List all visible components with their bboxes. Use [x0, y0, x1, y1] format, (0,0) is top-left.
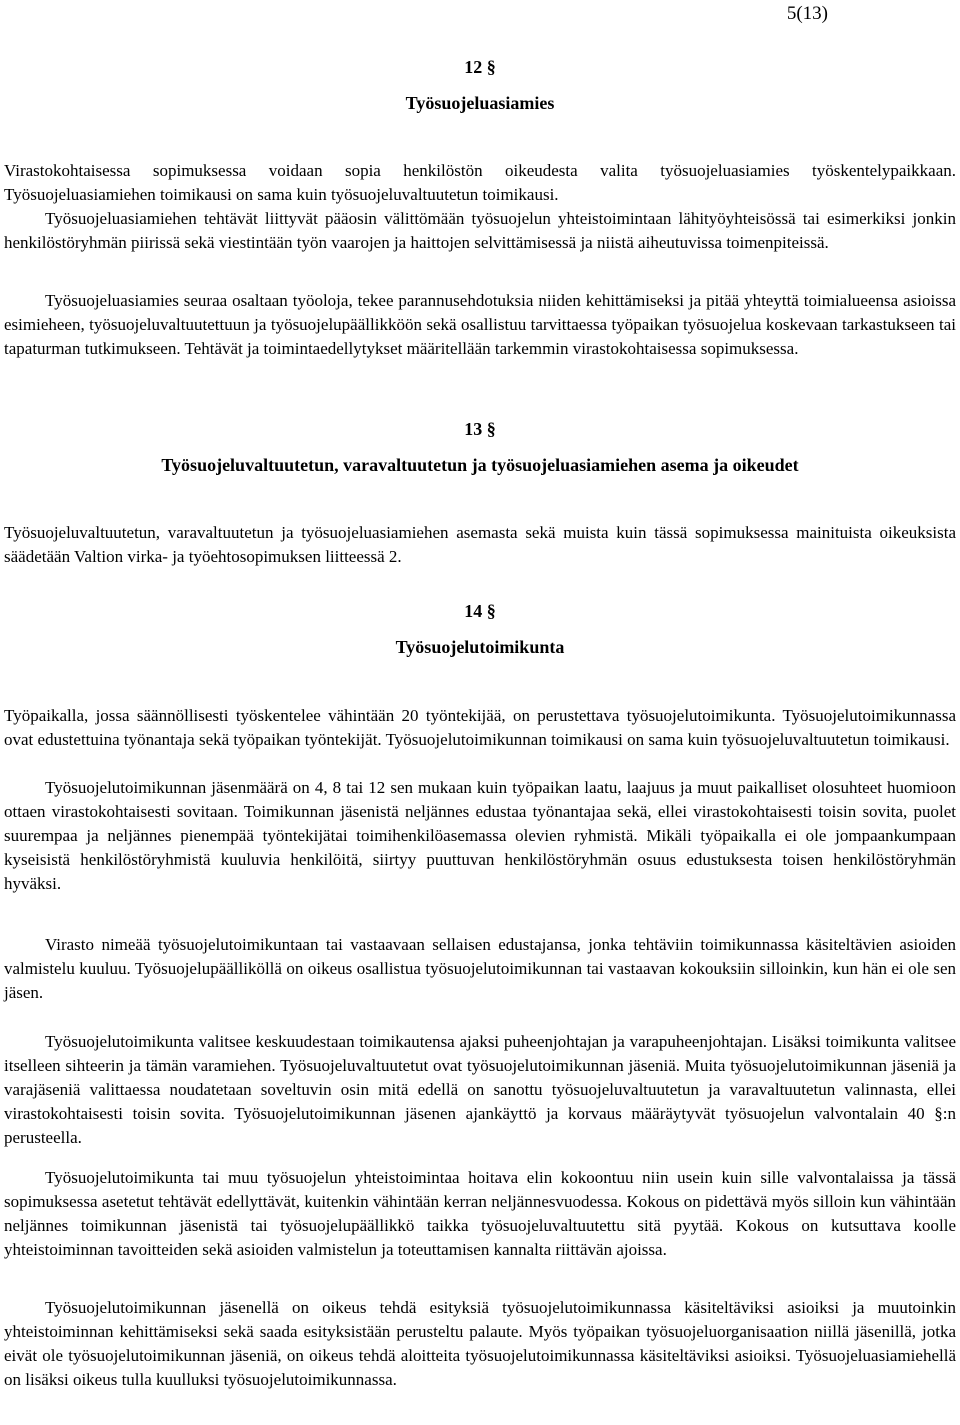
- section-12-heading: [0, 56, 960, 114]
- section-number: 13 §: [464, 419, 496, 439]
- paragraph: Työsuojelutoimikunta valitsee keskuudestaan toimikautensa ajaksi puheenjohtajan ja varapuheenjohtajan. Lisäksi toimikunta valitsee itselleen sihteerin ja tämän varamiehen. Työsuojeluvaltuutetut ovat työsuojelutoimikunnan jäseniä. Muita työsuojelutoimikunnan jäseniä ja varajäseniä valittaessa noudatetaan soveltuvin osin mitä edellä on sanottu työsuojeluvaltuutetun ja varavaltuutetun valinnasta, ellei virastokohtaisesti toisin sovita. Työsuojelutoimikunnan jäsenen ajankäyttö ja korvaus määräytyvät työsuojelun valvontalain 40 §:n perusteella.: [4, 1032, 956, 1148]
- paragraph: Työsuojelutoimikunnan jäsenmäärä on 4, 8 tai 12 sen mukaan kuin työpaikan laatu, laajuus ja muut paikalliset olosuhteet huomioon ottaen virastokohtaisesti sovitaan. Toimikunnan jäsenistä neljännes edustaa työnantajaa sekä, ellei virastokohtaisesti toisin sovita, puolet suurempaa ja neljännes pienempää työntekijätai toimihenkilöasemassa olevien ryhmistä. Mikäli työpaikalla ei ole jompaankumpaan kyseisistä henkilöstöryhmistä kuuluvia henkilöitä, siirtyy puuttuvan henkilöstöryhmän osuus edustuksesta toisen henkilöstöryhmän hyväksi.: [4, 778, 956, 894]
- paragraph: Työsuojelutoimikunta tai muu työsuojelun yhteistoimintaa hoitava elin kokoontuu niin usein kuin sille valvontalaissa ja tässä sopimuksessa asetetut tehtävät edellyttävät, kuitenkin vähintään kerran neljännesvuodessa. Kokous on pidettävä myös silloin kun vähintään neljännes toimikunnan jäsenistä tai työsuojelupäällikkö taikka työsuojeluvaltuutettu sitä pyytää. Kokous on kutsuttava koolle yhteistoiminnan tavoitteiden sekä asioiden valmistelun ja toteuttamisen kannalta riittävän ajoissa.: [4, 1168, 956, 1260]
- section-number: 14 §: [464, 601, 496, 621]
- paragraph: Työsuojeluvaltuutetun, varavaltuutetun ja työsuojeluasiamiehen asemasta sekä muista kuin tässä sopimuksessa mainituista oikeuksista säädetään Valtion virka- ja työehtosopimuksen liitteessä 2.: [4, 523, 956, 567]
- paragraph: Työsuojeluasiamiehen tehtävät liittyvät pääosin välittömään työsuojelun yhteistoimintaan lähityöyhteisössä tai esimerkiksi jonkin henkilöstöryhmän piirissä sekä viestintään työn vaarojen ja haittojen selvittämisessä ja niistä aiheutuvissa toimenpiteissä.: [4, 209, 956, 253]
- section-title: Työsuojeluvaltuutetun, varavaltuutetun ja työsuojeluasiamiehen asema ja oikeudet: [161, 455, 799, 475]
- paragraph: Virastokohtaisessa sopimuksessa voidaan sopia henkilöstön oikeudesta valita työsuojeluasiamies työskentelypaikkaan. Työsuojeluasiamiehen toimikausi on sama kuin työsuojeluvaltuutetun toimikausi.: [4, 161, 956, 205]
- section-14-heading: [0, 600, 960, 658]
- paragraph: Virasto nimeää työsuojelutoimikuntaan tai vastaavaan sellaisen edustajansa, jonka tehtäviin toimikunnassa käsiteltävien asioiden valmistelu kuuluu. Työsuojelupäälliköllä on oikeus osallistua työsuojelutoimikunnan tai vastaavan kokouksiin silloinkin, kun hän ei ole sen jäsen.: [4, 935, 956, 1003]
- paragraph: Työsuojeluasiamies seuraa osaltaan työoloja, tekee parannusehdotuksia niiden kehittämiseksi ja pitää yhteyttä toimialueensa asioissa esimieheen, työsuojeluvaltuutettuun ja työsuojelupäällikköön sekä osallistuu tarvittaessa työpaikan työsuojelua koskevaan tarkastukseen tai tapaturman tutkimukseen. Tehtävät ja toimintaedellytykset määritellään tarkemmin virastokohtaisessa sopimuksessa.: [4, 291, 956, 359]
- section-title: Työsuojelutoimikunta: [395, 637, 565, 657]
- page-number: 5(13): [786, 3, 828, 24]
- paragraph: Työpaikalla, jossa säännöllisesti työskentelee vähintään 20 työntekijää, on perustettava työsuojelutoimikunta. Työsuojelutoimikunnassa ovat edustettuina työnantaja sekä työpaikan työntekijät. Työsuojelutoimikunnan toimikausi on sama kuin työsuojeluvaltuutetun toimikausi.: [4, 706, 956, 750]
- section-title: Työsuojeluasiamies: [405, 93, 555, 113]
- section-13-heading: [0, 418, 960, 476]
- section-number: 12 §: [464, 57, 496, 77]
- paragraph: Työsuojelutoimikunnan jäsenellä on oikeus tehdä esityksiä työsuojelutoimikunnassa käsiteltäviksi asioiksi ja muutoinkin yhteistoiminnan kehittämiseksi sekä saada esityksistään perusteltu palaute. Myös työpaikan työsuojeluorganisaation niillä jäsenillä, jotka eivät ole työsuojelutoimikunnan jäseniä, on oikeus tehdä aloitteita työsuojelutoimikunnassa käsiteltäviksi asioiksi. Työsuojeluasiamiehellä on lisäksi oikeus tulla kuulluksi työsuojelutoimikunnassa.: [4, 1298, 956, 1390]
